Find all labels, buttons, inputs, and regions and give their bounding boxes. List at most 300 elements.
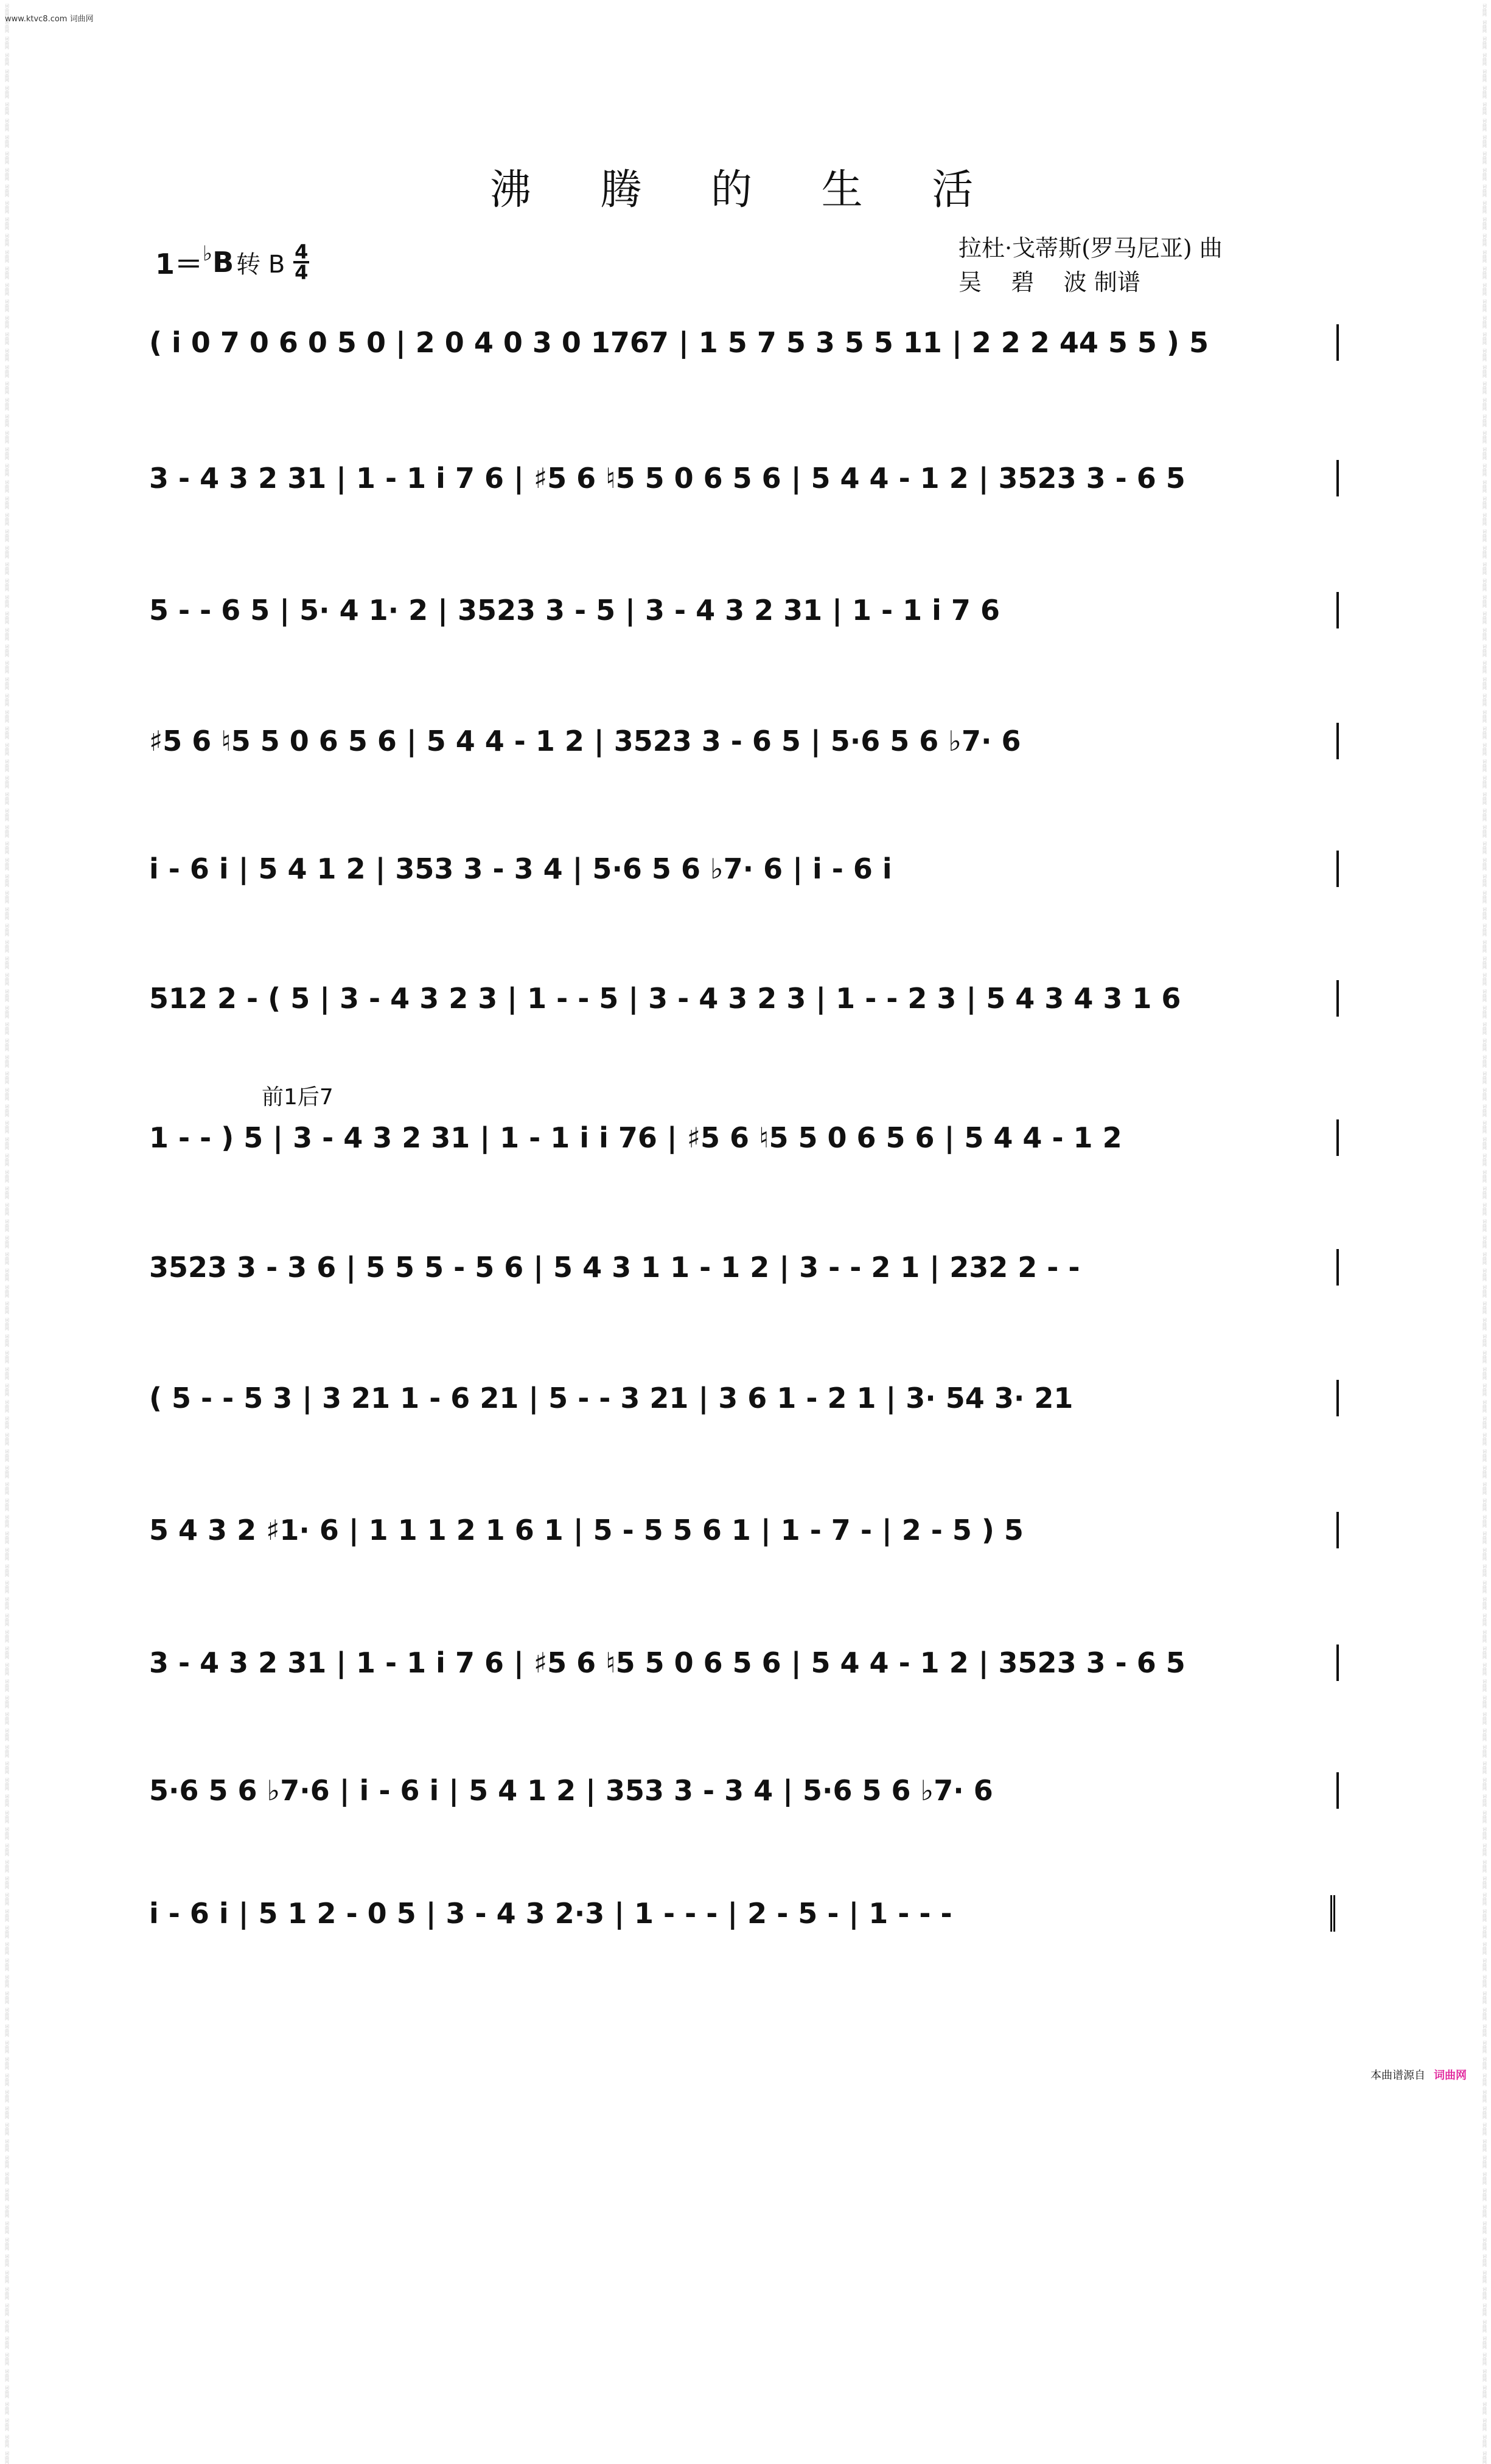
watermark-text: 词曲网 — [4, 4, 10, 16]
watermark-text: 词曲网 — [4, 1794, 10, 1807]
watermark-text: 词曲网 — [4, 907, 10, 920]
watermark-text: 词曲网 — [4, 1531, 10, 1544]
watermark-text: 词曲网 — [1482, 1876, 1487, 1889]
watermark-text: 词曲网 — [4, 1663, 10, 1676]
footer-source: 本曲谱源自 — [1371, 2069, 1425, 2082]
watermark-text: 词曲网 — [1482, 1893, 1487, 1905]
watermark-text: 词曲网 — [4, 53, 10, 66]
left-watermark-strip — [0, 0, 13, 2464]
watermark-text: 词曲网 — [4, 595, 10, 608]
watermark-text: 词曲网 — [1482, 37, 1487, 49]
watermark-text: 词曲网 — [1482, 940, 1487, 953]
watermark-text: 词曲网 — [4, 201, 10, 214]
watermark-text: 词曲网 — [4, 2123, 10, 2135]
watermark-text: 词曲网 — [4, 1416, 10, 1429]
watermark-text: 词曲网 — [4, 1039, 10, 1051]
watermark-text: 词曲网 — [1482, 661, 1487, 673]
watermark-text: 词曲网 — [4, 710, 10, 723]
watermark-text: 词曲网 — [1482, 1531, 1487, 1544]
watermark-text: 词曲网 — [4, 1548, 10, 1561]
watermark-text: 词曲网 — [4, 1843, 10, 1856]
staff-line-4 — [149, 712, 1339, 770]
watermark-text: 词曲网 — [4, 825, 10, 838]
watermark-text: 词曲网 — [1482, 1909, 1487, 1922]
footer — [1371, 2067, 1467, 2083]
staff-line-10 — [149, 1501, 1339, 1559]
watermark-text: 词曲网 — [1482, 1597, 1487, 1610]
staff-notes: 1 - - ) 5 | 3 - 4 3 2 31 | 1 - 1 i i 76 | ♯5 6 ♮5 5 0 6 5 6 | 5 4 4 - 1 2 — [149, 1121, 1122, 1154]
watermark-text: 词曲网 — [4, 743, 10, 756]
watermark-text: 词曲网 — [4, 1285, 10, 1298]
watermark-text: 词曲网 — [4, 184, 10, 197]
watermark-text: 词曲网 — [1482, 2041, 1487, 2053]
transcriber-credit: 吴 碧 波 制谱 — [958, 269, 1140, 296]
watermark-text: 词曲网 — [1482, 2188, 1487, 2201]
watermark-text: 词曲网 — [1482, 825, 1487, 838]
staff-line-5 — [149, 840, 1339, 898]
watermark-text: 词曲网 — [4, 1203, 10, 1216]
watermark-text: 词曲网 — [1482, 677, 1487, 690]
watermark-text: 词曲网 — [4, 611, 10, 624]
watermark-text: 词曲网 — [1482, 2221, 1487, 2234]
watermark-text: 词曲网 — [4, 644, 10, 657]
watermark-text: 词曲网 — [1482, 956, 1487, 969]
staff-line-1 — [149, 313, 1339, 372]
watermark-text: 词曲网 — [4, 809, 10, 821]
watermark-text: 词曲网 — [4, 2041, 10, 2053]
watermark-text: 词曲网 — [1482, 595, 1487, 608]
watermark-text: 词曲网 — [4, 2024, 10, 2037]
watermark-text: 词曲网 — [1482, 1581, 1487, 1593]
watermark-text: 词曲网 — [4, 398, 10, 411]
watermark-text: 词曲网 — [4, 1088, 10, 1101]
watermark-text: 词曲网 — [4, 792, 10, 805]
watermark-text: 词曲网 — [1482, 628, 1487, 641]
watermark-text: 词曲网 — [4, 1269, 10, 1281]
watermark-text: 词曲网 — [4, 759, 10, 772]
watermark-text: 词曲网 — [1482, 1761, 1487, 1774]
watermark-text: 词曲网 — [1482, 283, 1487, 296]
staff-notes: 3 - 4 3 2 31 | 1 - 1 i 7 6 | ♯5 6 ♮5 5 0 6 5 6 | 5 4 4 - 1 2 | 3523 3 - 6 5 — [149, 462, 1185, 495]
watermark-text: 词曲网 — [4, 1236, 10, 1248]
right-watermark-strip — [1478, 0, 1491, 2464]
watermark-text: 词曲网 — [4, 1876, 10, 1889]
watermark-text: 词曲网 — [4, 1449, 10, 1462]
watermark-text: 词曲网 — [1482, 1383, 1487, 1396]
watermark-text: 词曲网 — [1482, 1745, 1487, 1758]
staff-line-13 — [149, 1884, 1339, 1943]
watermark-text: 词曲网 — [1482, 135, 1487, 148]
watermark-text: 词曲网 — [1482, 2008, 1487, 2020]
watermark-text: 词曲网 — [1482, 2123, 1487, 2135]
watermark-text: 词曲网 — [1482, 1203, 1487, 1216]
watermark-text: 词曲网 — [4, 1630, 10, 1643]
watermark-text: 词曲网 — [1482, 184, 1487, 197]
watermark-text: 词曲网 — [4, 2106, 10, 2119]
watermark-text: 词曲网 — [4, 20, 10, 33]
performance-note: 前1后7 — [262, 1085, 333, 1110]
watermark-text: 词曲网 — [1482, 2090, 1487, 2103]
watermark-text: 词曲网 — [4, 1958, 10, 1971]
watermark-text: 词曲网 — [1482, 332, 1487, 345]
watermark-text: 词曲网 — [1482, 907, 1487, 920]
watermark-text: 词曲网 — [4, 940, 10, 953]
watermark-text: 词曲网 — [1482, 644, 1487, 657]
watermark-text: 词曲网 — [1482, 2073, 1487, 2086]
watermark-text: 词曲网 — [4, 1301, 10, 1314]
watermark-text: 词曲网 — [1482, 2369, 1487, 2382]
watermark-text: 词曲网 — [4, 2386, 10, 2398]
watermark-text: 词曲网 — [1482, 2287, 1487, 2300]
watermark-text: 词曲网 — [1482, 2402, 1487, 2415]
watermark-text: 词曲网 — [4, 628, 10, 641]
watermark-text: 词曲网 — [1482, 1416, 1487, 1429]
watermark-text: 词曲网 — [1482, 1006, 1487, 1018]
watermark-text: 词曲网 — [1482, 2139, 1487, 2152]
watermark-text: 词曲网 — [4, 1154, 10, 1166]
watermark-text: 词曲网 — [1482, 1104, 1487, 1117]
watermark-text: 词曲网 — [4, 1515, 10, 1528]
watermark-text: 词曲网 — [1482, 1449, 1487, 1462]
watermark-text: 词曲网 — [4, 1581, 10, 1593]
watermark-text: 词曲网 — [1482, 1252, 1487, 1265]
watermark-text: 词曲网 — [1482, 1170, 1487, 1183]
watermark-text: 词曲网 — [4, 1712, 10, 1725]
watermark-text: 词曲网 — [4, 513, 10, 526]
watermark-text: 词曲网 — [1482, 1613, 1487, 1626]
watermark-text: 词曲网 — [4, 168, 10, 181]
watermark-text: 词曲网 — [4, 1055, 10, 1068]
watermark-text: 词曲网 — [4, 776, 10, 788]
watermark-text: 词曲网 — [4, 2090, 10, 2103]
key-change: 转 B — [236, 250, 285, 279]
watermark-text: 词曲网 — [4, 2221, 10, 2234]
watermark-text: 词曲网 — [4, 2139, 10, 2152]
staff-line-6 — [149, 969, 1339, 1028]
watermark-text: 词曲网 — [1482, 1400, 1487, 1413]
watermark-text: 词曲网 — [1482, 2057, 1487, 2070]
watermark-text: 词曲网 — [1482, 792, 1487, 805]
watermark-text: 词曲网 — [4, 1942, 10, 1955]
watermark-text: 词曲网 — [4, 891, 10, 903]
watermark-text: 词曲网 — [1482, 973, 1487, 986]
watermark-text: 词曲网 — [1482, 2205, 1487, 2218]
watermark-text: 词曲网 — [4, 1466, 10, 1478]
staff-line-11 — [149, 1634, 1339, 1692]
watermark-text: 词曲网 — [1482, 1548, 1487, 1561]
watermark-text: 词曲网 — [4, 1696, 10, 1708]
watermark-text: 词曲网 — [1482, 1285, 1487, 1298]
watermark-text: 词曲网 — [4, 102, 10, 115]
staff-notes: ( 5 - - 5 3 | 3 21 1 - 6 21 | 5 - - 3 21 | 3 6 1 - 2 1 | 3· 54 3· 21 — [149, 1382, 1074, 1415]
watermark-text: 词曲网 — [1482, 546, 1487, 559]
watermark-text: 词曲网 — [1482, 1794, 1487, 1807]
watermark-text: 词曲网 — [1482, 1154, 1487, 1166]
watermark-text: 词曲网 — [4, 2156, 10, 2168]
watermark-text: 词曲网 — [4, 2402, 10, 2415]
watermark-text: 词曲网 — [1482, 2320, 1487, 2333]
watermark-text: 词曲网 — [1482, 513, 1487, 526]
watermark-text: 词曲网 — [1482, 743, 1487, 756]
watermark-text: 词曲网 — [1482, 2254, 1487, 2267]
watermark-text: 词曲网 — [1482, 464, 1487, 476]
watermark-text: 词曲网 — [1482, 1843, 1487, 1856]
watermark-text: 词曲网 — [1482, 1646, 1487, 1659]
watermark-text: 词曲网 — [4, 2369, 10, 2382]
watermark-text: 词曲网 — [1482, 1137, 1487, 1150]
watermark-text: 词曲网 — [4, 1761, 10, 1774]
watermark-text: 词曲网 — [1482, 1630, 1487, 1643]
credits — [958, 231, 1223, 299]
watermark-text: 词曲网 — [4, 2320, 10, 2333]
watermark-text: 词曲网 — [4, 332, 10, 345]
watermark-text: 词曲网 — [4, 283, 10, 296]
watermark-text: 词曲网 — [4, 86, 10, 99]
watermark-text: 词曲网 — [1482, 1219, 1487, 1232]
watermark-text: 词曲网 — [1482, 431, 1487, 444]
watermark-text: 词曲网 — [1482, 1466, 1487, 1478]
watermark-text: 词曲网 — [1482, 349, 1487, 361]
watermark-text: 词曲网 — [4, 529, 10, 542]
watermark-text: 词曲网 — [1482, 2106, 1487, 2119]
watermark-text: 词曲网 — [1482, 2353, 1487, 2365]
watermark-text: 词曲网 — [4, 1893, 10, 1905]
watermark-text: 词曲网 — [1482, 1564, 1487, 1577]
watermark-text: 词曲网 — [4, 1104, 10, 1117]
watermark-text: 词曲网 — [4, 2073, 10, 2086]
watermark-text: 词曲网 — [1482, 1696, 1487, 1708]
watermark-text: 词曲网 — [1482, 151, 1487, 164]
watermark-text: 词曲网 — [1482, 20, 1487, 33]
watermark-text: 词曲网 — [1482, 924, 1487, 936]
watermark-text: 词曲网 — [4, 2254, 10, 2267]
watermark-text: 词曲网 — [1482, 2336, 1487, 2349]
watermark-text: 词曲网 — [1482, 2386, 1487, 2398]
watermark-text: 词曲网 — [4, 841, 10, 854]
staff-notes: i - 6 i | 5 1 2 - 0 5 | 3 - 4 3 2·3 | 1 - - - | 2 - 5 - | 1 - - - — [149, 1897, 952, 1930]
watermark-text: 词曲网 — [4, 1679, 10, 1692]
watermark-text: 词曲网 — [1482, 1975, 1487, 1988]
watermark-text: 词曲网 — [4, 1975, 10, 1988]
watermark-text: 词曲网 — [4, 1728, 10, 1741]
watermark-text: 词曲网 — [1482, 1778, 1487, 1791]
watermark-text: 词曲网 — [4, 1367, 10, 1380]
watermark-text: 词曲网 — [4, 1383, 10, 1396]
watermark-text: 词曲网 — [1482, 234, 1487, 246]
watermark-text: 词曲网 — [1482, 1811, 1487, 1823]
watermark-text: 词曲网 — [4, 431, 10, 444]
watermark-text: 词曲网 — [1482, 2172, 1487, 2185]
watermark-text: 词曲网 — [1482, 1663, 1487, 1676]
watermark-text: 词曲网 — [1482, 841, 1487, 854]
watermark-text: 词曲网 — [4, 349, 10, 361]
staff-notes: ( i 0 7 0 6 0 5 0 | 2 0 4 0 3 0 1767 | 1 5 7 5 3 5 5 11 | 2 2 2 44 5 5 ) 5 — [149, 326, 1209, 359]
watermark-text: 词曲网 — [1482, 1958, 1487, 1971]
watermark-text: 词曲网 — [4, 677, 10, 690]
watermark-text: 词曲网 — [4, 119, 10, 131]
watermark-text: 词曲网 — [1482, 53, 1487, 66]
watermark-text: 词曲网 — [1482, 989, 1487, 1002]
watermark-text: 词曲网 — [4, 1482, 10, 1495]
footer-brand-link[interactable]: 词曲网 — [1434, 2069, 1467, 2082]
watermark-text: 词曲网 — [1482, 69, 1487, 82]
staff-notes: 3 - 4 3 2 31 | 1 - 1 i 7 6 | ♯5 6 ♮5 5 0 6 5 6 | 5 4 4 - 1 2 | 3523 3 - 6 5 — [149, 1646, 1185, 1679]
staff-line-12 — [149, 1761, 1339, 1820]
watermark-text: 词曲网 — [4, 1022, 10, 1035]
staff-line-3 — [149, 581, 1339, 639]
key-signature — [155, 242, 309, 282]
watermark-text: 词曲网 — [4, 973, 10, 986]
watermark-text: 词曲网 — [1482, 1942, 1487, 1955]
watermark-text: 词曲网 — [4, 316, 10, 329]
watermark-text: 词曲网 — [4, 2435, 10, 2448]
watermark-text: 词曲网 — [1482, 316, 1487, 329]
watermark-text: 词曲网 — [1482, 776, 1487, 788]
watermark-text: 词曲网 — [1482, 2156, 1487, 2168]
watermark-text: 词曲网 — [4, 365, 10, 378]
watermark-text: 词曲网 — [1482, 1433, 1487, 1446]
watermark-text: 词曲网 — [1482, 299, 1487, 312]
watermark-text: 词曲网 — [1482, 1712, 1487, 1725]
watermark-text: 词曲网 — [4, 924, 10, 936]
watermark-text: 词曲网 — [1482, 529, 1487, 542]
watermark-text: 词曲网 — [4, 2238, 10, 2250]
watermark-text: 词曲网 — [4, 234, 10, 246]
watermark-text: 词曲网 — [4, 1613, 10, 1626]
staff-line-9 — [149, 1369, 1339, 1427]
watermark-text: 词曲网 — [1482, 1860, 1487, 1873]
watermark-text: 词曲网 — [1482, 759, 1487, 772]
key-prefix: 1＝ — [155, 248, 203, 280]
watermark-text: 词曲网 — [4, 151, 10, 164]
watermark-text: 词曲网 — [4, 1860, 10, 1873]
watermark-text: 词曲网 — [4, 1498, 10, 1511]
watermark-text: 词曲网 — [1482, 119, 1487, 131]
watermark-text: 词曲网 — [4, 1909, 10, 1922]
watermark-text: 词曲网 — [1482, 2435, 1487, 2448]
watermark-text: 词曲网 — [4, 250, 10, 263]
watermark-text: 词曲网 — [4, 1433, 10, 1446]
watermark-text: 词曲网 — [4, 2418, 10, 2431]
watermark-text: 词曲网 — [1482, 447, 1487, 460]
watermark-text: 词曲网 — [1482, 365, 1487, 378]
watermark-text: 词曲网 — [4, 694, 10, 706]
watermark-text: 词曲网 — [1482, 1039, 1487, 1051]
watermark-text: 词曲网 — [1482, 1186, 1487, 1199]
watermark-text: 词曲网 — [4, 726, 10, 739]
watermark-text: 词曲网 — [1482, 1991, 1487, 2004]
watermark-text: 词曲网 — [4, 1827, 10, 1840]
watermark-text: 词曲网 — [4, 2205, 10, 2218]
watermark-text: 词曲网 — [1482, 2418, 1487, 2431]
watermark-text: 词曲网 — [4, 2008, 10, 2020]
watermark-text: 词曲网 — [4, 381, 10, 394]
watermark-text: 词曲网 — [4, 299, 10, 312]
watermark-text: 词曲网 — [1482, 694, 1487, 706]
watermark-text: 词曲网 — [1482, 414, 1487, 427]
watermark-text: 词曲网 — [1482, 2271, 1487, 2283]
watermark-text: 词曲网 — [1482, 2238, 1487, 2250]
watermark-text: 词曲网 — [1482, 891, 1487, 903]
composer-credit: 拉杜·戈蒂斯(罗马尼亚) 曲 — [958, 235, 1223, 262]
source-url: www.ktvc8.com 词曲网 — [5, 15, 94, 24]
watermark-text: 词曲网 — [1482, 168, 1487, 181]
watermark-text: 词曲网 — [4, 2057, 10, 2070]
watermark-text: 词曲网 — [4, 1351, 10, 1363]
watermark-text: 词曲网 — [4, 1121, 10, 1133]
watermark-text: 词曲网 — [4, 217, 10, 230]
watermark-text: 词曲网 — [4, 2353, 10, 2365]
watermark-text: 词曲网 — [1482, 1367, 1487, 1380]
watermark-text: 词曲网 — [1482, 726, 1487, 739]
watermark-text: 词曲网 — [4, 135, 10, 148]
watermark-text: 词曲网 — [1482, 2303, 1487, 2316]
staff-notes: i - 6 i | 5 4 1 2 | 353 3 - 3 4 | 5·6 5 6 ♭7· 6 | i - 6 i — [149, 852, 892, 885]
watermark-text: 词曲网 — [4, 1400, 10, 1413]
watermark-text: 词曲网 — [4, 1334, 10, 1347]
key-letter: B — [212, 246, 234, 279]
watermark-text: 词曲网 — [1482, 809, 1487, 821]
watermark-text: 词曲网 — [1482, 217, 1487, 230]
watermark-text: 词曲网 — [1482, 611, 1487, 624]
watermark-text: 词曲网 — [1482, 1482, 1487, 1495]
watermark-text: 词曲网 — [1482, 1728, 1487, 1741]
meter-top: 4 — [295, 240, 309, 263]
watermark-text: 词曲网 — [1482, 1679, 1487, 1692]
watermark-text: 词曲网 — [4, 661, 10, 673]
page-title: 沸 腾 的 生 活 — [489, 166, 1002, 214]
watermark-text: 词曲网 — [1482, 710, 1487, 723]
watermark-text: 词曲网 — [1482, 398, 1487, 411]
watermark-text: 词曲网 — [4, 1170, 10, 1183]
watermark-text: 词曲网 — [1482, 86, 1487, 99]
staff-notes: 5·6 5 6 ♭7·6 | i - 6 i | 5 4 1 2 | 353 3 - 3 4 | 5·6 5 6 ♭7· 6 — [149, 1774, 993, 1807]
watermark-text: 词曲网 — [4, 579, 10, 591]
meter-bottom: 4 — [295, 261, 309, 284]
watermark-text: 词曲网 — [4, 1186, 10, 1199]
watermark-text: 词曲网 — [4, 1597, 10, 1610]
watermark-text: 词曲网 — [4, 1991, 10, 2004]
watermark-text: 词曲网 — [4, 2287, 10, 2300]
watermark-text: 词曲网 — [4, 1811, 10, 1823]
staff-notes: 512 2 - ( 5 | 3 - 4 3 2 3 | 1 - - 5 | 3 - 4 3 2 3 | 1 - - 2 3 | 5 4 3 4 3 1 6 — [149, 982, 1181, 1015]
watermark-text: 词曲网 — [4, 266, 10, 279]
watermark-text: 词曲网 — [1482, 250, 1487, 263]
watermark-text: 词曲网 — [1482, 266, 1487, 279]
watermark-text: 词曲网 — [1482, 1351, 1487, 1363]
watermark-text: 词曲网 — [1482, 1498, 1487, 1511]
staff-notes: 5 4 3 2 ♯1· 6 | 1 1 1 2 1 6 1 | 5 - 5 5 6 1 | 1 - 7 - | 2 - 5 ) 5 — [149, 1514, 1024, 1547]
watermark-text: 词曲网 — [4, 37, 10, 49]
watermark-text: 词曲网 — [1482, 496, 1487, 509]
time-signature — [293, 240, 309, 284]
watermark-text: 词曲网 — [1482, 858, 1487, 871]
watermark-text: 词曲网 — [1482, 381, 1487, 394]
watermark-text: 词曲网 — [1482, 1121, 1487, 1133]
watermark-text: 词曲网 — [4, 1006, 10, 1018]
watermark-text: 词曲网 — [4, 1071, 10, 1084]
staff-line-7 — [149, 1108, 1339, 1167]
watermark-text: 词曲网 — [1482, 1318, 1487, 1331]
watermark-text: 词曲网 — [1482, 1055, 1487, 1068]
watermark-text: 词曲网 — [1482, 1334, 1487, 1347]
watermark-text: 词曲网 — [4, 1252, 10, 1265]
watermark-text: 词曲网 — [4, 2172, 10, 2185]
watermark-text: 词曲网 — [4, 1926, 10, 1938]
watermark-text: 词曲网 — [4, 2451, 10, 2464]
staff-notes: 5 - - 6 5 | 5· 4 1· 2 | 3523 3 - 5 | 3 - 4 3 2 31 | 1 - 1 i 7 6 — [149, 594, 1000, 627]
watermark-text: 词曲网 — [1482, 1301, 1487, 1314]
